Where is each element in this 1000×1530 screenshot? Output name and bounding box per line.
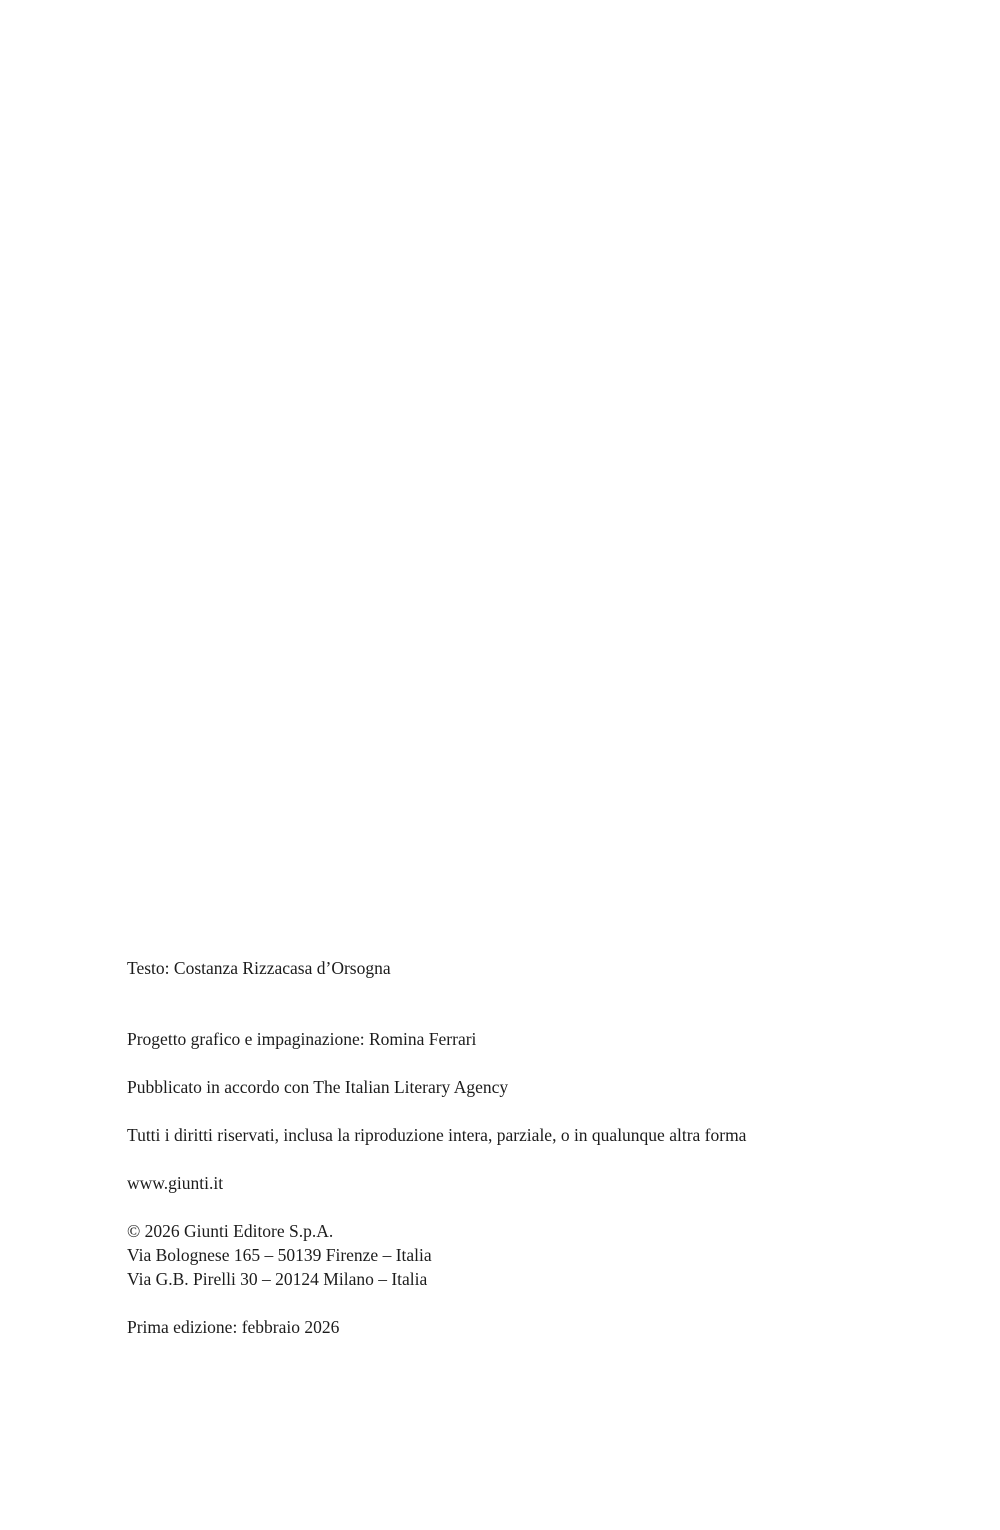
website-link[interactable]: www.giunti.it	[127, 1173, 224, 1193]
address-florence: Via Bolognese 165 – 50139 Firenze – Italia	[127, 1245, 432, 1265]
colophon-block	[127, 956, 927, 1339]
address-milan: Via G.B. Pirelli 30 – 20124 Milano – Italia	[127, 1269, 428, 1289]
agency-note: Pubblicato in accordo con The Italian Literary Agency	[127, 1077, 509, 1097]
rights-note: Tutti i diritti riservati, inclusa la riproduzione intera, parziale, o in qualunque altra forma	[127, 1125, 747, 1145]
copyright-line: © 2026 Giunti Editore S.p.A.	[127, 1221, 334, 1241]
text-credit: Testo: Costanza Rizzacasa d’Orsogna	[127, 958, 391, 978]
design-credit: Progetto grafico e impaginazione: Romina Ferrari	[127, 1029, 477, 1049]
edition-line: Prima edizione: febbraio 2026	[127, 1317, 340, 1337]
